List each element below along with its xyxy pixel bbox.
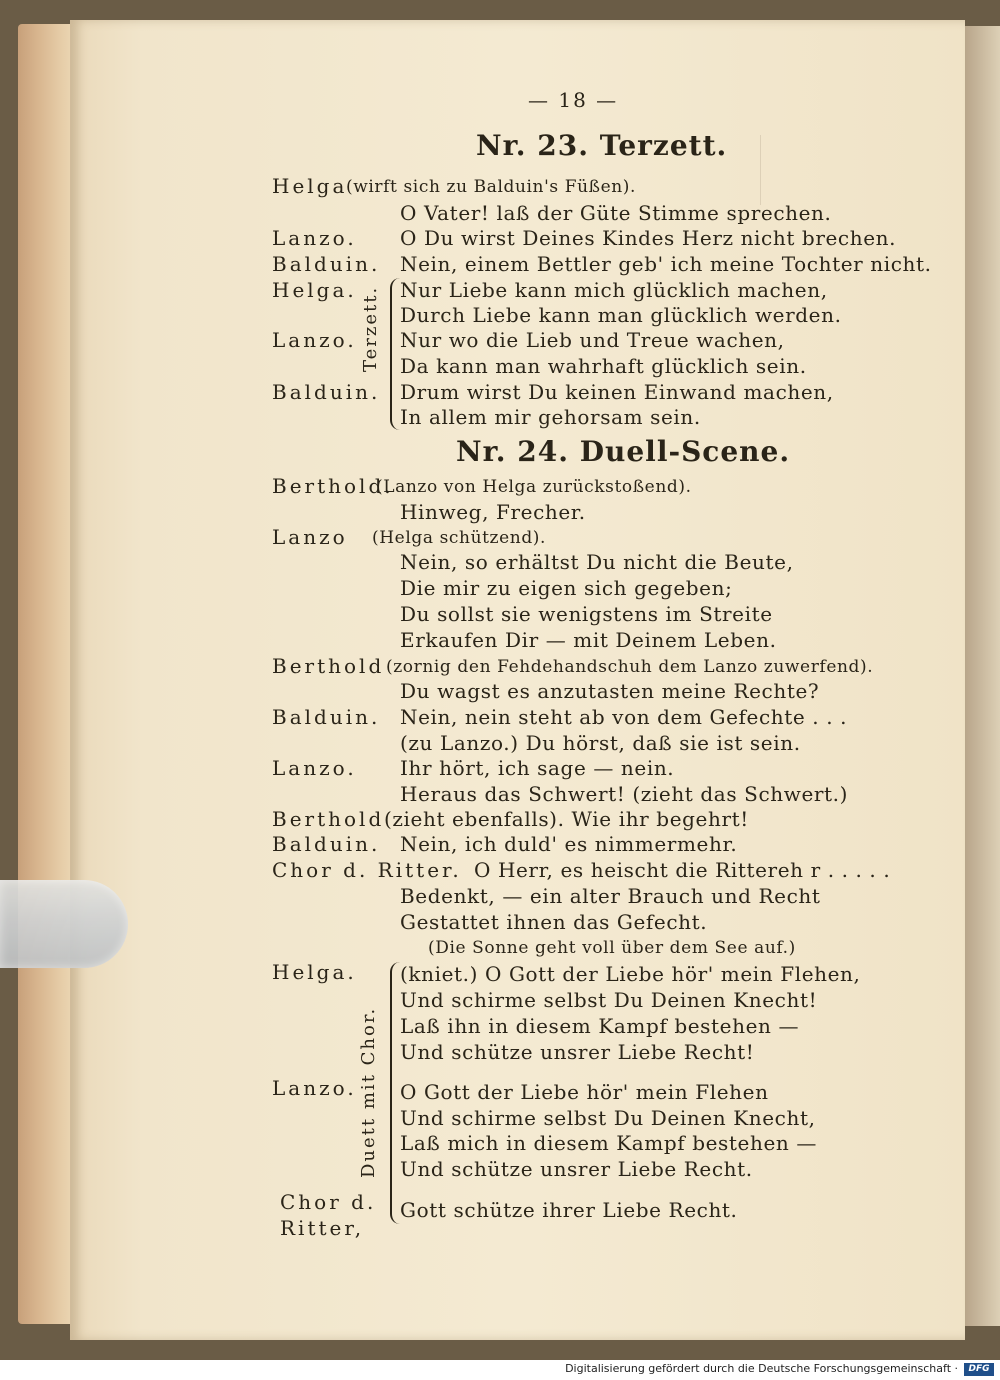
verse-line: Heraus das Schwert! (zieht das Schwert.) bbox=[400, 782, 849, 806]
speaker-label: Lanzo. bbox=[272, 1076, 357, 1100]
verse-line: Nein, nein steht ab von dem Gefechte . . . bbox=[400, 705, 848, 729]
verse-line: Du sollst sie wenigstens im Streite bbox=[400, 602, 773, 626]
speaker-label: Berthold bbox=[272, 654, 385, 678]
verse-line: Gestattet ihnen das Gefecht. bbox=[400, 910, 708, 934]
verse-line: Durch Liebe kann man glücklich werden. bbox=[400, 303, 842, 327]
verse-line: Und schütze unsrer Liebe Recht! bbox=[400, 1040, 755, 1064]
stage-direction: (Lanzo von Helga zurückstoßend). bbox=[376, 477, 692, 497]
section-heading-terzett: Nr. 23. Terzett. bbox=[476, 129, 728, 162]
verse-line: Du wagst es anzutasten meine Rechte? bbox=[400, 679, 820, 703]
speaker-label: Ritter, bbox=[280, 1216, 365, 1240]
duet-bracket-label: Duett mit Chor. bbox=[358, 1006, 379, 1178]
stage-direction: (Die Sonne geht voll über dem See auf.) bbox=[428, 938, 796, 958]
verse-line: O Gott der Liebe hör' mein Flehen bbox=[400, 1080, 769, 1104]
funding-credit: Digitalisierung gefördert durch die Deutsche Forschungsgemeinschaft · bbox=[565, 1362, 958, 1375]
speaker-label: Chor d. bbox=[280, 1190, 377, 1214]
verse-line: O Du wirst Deines Kindes Herz nicht brechen. bbox=[400, 226, 897, 250]
speaker-label: Lanzo. bbox=[272, 328, 357, 352]
verse-line: Bedenkt, — ein alter Brauch und Recht bbox=[400, 884, 821, 908]
verse-line: (kniet.) O Gott der Liebe hör' mein Flehen, bbox=[400, 962, 861, 986]
speaker-label: Balduin. bbox=[272, 252, 381, 276]
verse-line: Ihr hört, ich sage — nein. bbox=[400, 756, 675, 780]
verse-line: Laß ihn in diesem Kampf bestehen — bbox=[400, 1014, 800, 1038]
stage-direction: (Helga schützend). bbox=[372, 528, 547, 548]
verse-line: Die mir zu eigen sich gegeben; bbox=[400, 576, 733, 600]
speaker-label: Chor d. Ritter. bbox=[272, 858, 462, 882]
footer-bar bbox=[0, 1360, 1000, 1380]
page-number: — 18 — bbox=[528, 88, 619, 112]
dfg-logo: DFG bbox=[964, 1363, 994, 1376]
verse-line: O Herr, es heischt die Rittereh r . . . . . bbox=[474, 858, 891, 882]
speaker-label: Berthold bbox=[272, 807, 385, 831]
speaker-label: Helga. bbox=[272, 278, 357, 302]
speaker-label: Berthold. bbox=[272, 474, 394, 498]
verse-line: Erkaufen Dir — mit Deinem Leben. bbox=[400, 628, 777, 652]
speaker-label: Lanzo bbox=[272, 525, 348, 549]
verse-line: Laß mich in diesem Kampf bestehen — bbox=[400, 1131, 817, 1155]
scanner-thumb bbox=[0, 880, 128, 968]
speaker-label: Balduin. bbox=[272, 380, 381, 404]
verse-line: (zieht ebenfalls). Wie ihr begehrt! bbox=[384, 807, 749, 831]
verse-line: Und schirme selbst Du Deinen Knecht, bbox=[400, 1106, 816, 1130]
verse-line: Und schütze unsrer Liebe Recht. bbox=[400, 1157, 753, 1181]
verse-line: Nur Liebe kann mich glücklich machen, bbox=[400, 278, 828, 302]
section-heading-duell: Nr. 24. Duell-Scene. bbox=[456, 435, 791, 468]
terzett-bracket-label: Terzett. bbox=[360, 285, 381, 372]
verse-line: Nur wo die Lieb und Treue wachen, bbox=[400, 328, 785, 352]
verse-line: Und schirme selbst Du Deinen Knecht! bbox=[400, 988, 818, 1012]
stage-direction: (wirft sich zu Balduin's Füßen). bbox=[346, 177, 637, 197]
verse-line: (zu Lanzo.) Du hörst, daß sie ist sein. bbox=[400, 731, 801, 755]
stage-direction-speaker: Helga bbox=[272, 174, 348, 198]
verse-line: Da kann man wahrhaft glücklich sein. bbox=[400, 354, 807, 378]
verse-line: Hinweg, Frecher. bbox=[400, 500, 586, 524]
verse-line: Nein, so erhältst Du nicht die Beute, bbox=[400, 550, 794, 574]
speaker-label: Lanzo. bbox=[272, 226, 357, 250]
stage-direction: (zornig den Fehdehandschuh dem Lanzo zuwerfend). bbox=[386, 657, 874, 677]
verse-line: O Vater! laß der Güte Stimme sprechen. bbox=[400, 201, 832, 225]
verse-line: Gott schütze ihrer Liebe Recht. bbox=[400, 1198, 738, 1222]
speaker-label: Balduin. bbox=[272, 832, 381, 856]
verse-line: In allem mir gehorsam sein. bbox=[400, 405, 701, 429]
speaker-label: Balduin. bbox=[272, 705, 381, 729]
verse-line: Nein, ich duld' es nimmermehr. bbox=[400, 832, 738, 856]
verse-line: Nein, einem Bettler geb' ich meine Tochter nicht. bbox=[400, 252, 932, 276]
speaker-label: Lanzo. bbox=[272, 756, 357, 780]
speaker-label: Helga. bbox=[272, 960, 357, 984]
verse-line: Drum wirst Du keinen Einwand machen, bbox=[400, 380, 834, 404]
